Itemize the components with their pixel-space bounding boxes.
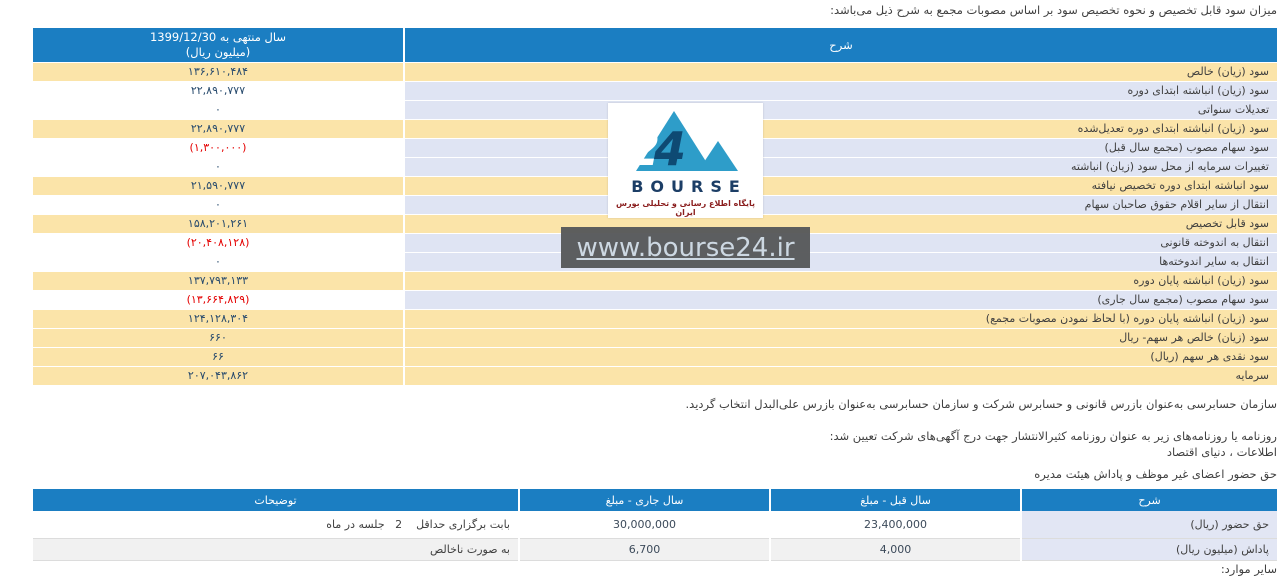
row-label: سود (زیان) خالص [405,63,1277,81]
bourse24-url-text: www.bourse24.ir [576,232,795,263]
row-label: انتقال به سایر اندوخته‌ها [405,253,1277,271]
row-prev-amount: 23,400,000 [771,511,1020,539]
row-label: تعدیلات سنواتی [405,101,1277,119]
row-value: ۰ [33,253,403,271]
board-header-current-year: سال جاری - مبلغ [520,489,769,511]
row-label: سرمایه [405,367,1277,385]
row-label: حق حضور (ریال) [1022,511,1277,539]
allocation-table-row [33,348,1277,366]
row-label: سود انباشته ابتدای دوره تخصیص نیافته [405,177,1277,195]
row-value: ۶۶ [33,348,403,366]
row-value: ۶۶۰ [33,329,403,347]
row-label: سود (زیان) خالص هر سهم- ریال [405,329,1277,347]
row-label: سود سهام مصوب (مجمع سال جاری) [405,291,1277,309]
row-value: ۱۳۷,۷۹۳,۱۳۳ [33,272,403,290]
row-label: سود سهام مصوب (مجمع سال قبل) [405,139,1277,157]
allocation-table-row [33,272,1277,290]
auditor-note: سازمان حسابرسی به‌عنوان بازرس قانونی و حسابرس شرکت و سازمان حسابرسی به‌عنوان بازرس علی‌البدل انتخاب گردید. [685,397,1277,411]
row-value: ۱۳۶,۶۱۰,۴۸۴ [33,63,403,81]
board-compensation-heading: حق حضور اعضای غیر موظف و پاداش هیئت مدیره [1034,467,1277,481]
bourse-tagline: پایگاه اطلاع رسانی و تحلیلی بورس ایران [615,199,755,217]
row-value: ۱۵۸,۲۰۱,۲۶۱ [33,215,403,233]
row-label: سود قابل تخصیص [405,215,1277,233]
row-value: ۲۰۷,۰۴۳,۸۶۲ [33,367,403,385]
row-value: ۲۲,۸۹۰,۷۷۷ [33,82,403,100]
newspaper-note [830,428,1277,460]
row-label: سود (زیان) انباشته پایان دوره [405,272,1277,290]
board-table-row [33,511,1277,539]
board-header-prev-year: سال قبل - مبلغ [771,489,1020,511]
row-label: سود (زیان) انباشته پایان دوره (با لحاظ نمودن مصوبات مجمع) [405,310,1277,328]
board-header-notes: توضیحات [33,489,518,511]
header-period [33,28,403,62]
newspaper-note-line2: اطلاعات ، دنیای اقتصاد [1166,445,1277,459]
bourse24-url-watermark [561,227,810,268]
header-description: شرح [405,28,1277,62]
bourse24-logo-icon [630,109,742,175]
header-period-line1: سال منتهی به 1399/12/30 [149,30,287,44]
row-value: (۲۰,۴۰۸,۱۲۸) [33,234,403,252]
bourse24-logo-watermark [608,103,763,218]
row-value: (۱۳,۶۶۴,۸۲۹) [33,291,403,309]
row-value: ۲۱,۵۹۰,۷۷۷ [33,177,403,195]
board-table-header [33,489,1277,511]
row-value: ۲۲,۸۹۰,۷۷۷ [33,120,403,138]
row-label: انتقال از سایر اقلام حقوق صاحبان سهام [405,196,1277,214]
svg-text:4: 4 [653,122,686,175]
row-label: سود (زیان) انباشته ابتدای دوره [405,82,1277,100]
row-label: سود نقدی هر سهم (ریال) [405,348,1277,366]
board-table [33,489,1277,561]
allocation-table-row [33,310,1277,328]
row-label: تغییرات سرمایه از محل سود (زیان) انباشته [405,158,1277,176]
row-note: به صورت ناخالص [33,539,518,561]
svg-text:2: 2 [629,122,660,175]
header-period-line2: (میلیون ریال) [185,45,251,59]
allocation-table-row [33,63,1277,81]
row-label: انتقال به اندوخته قانونی [405,234,1277,252]
board-table-body [33,511,1277,561]
bourse-brand-text: BOURSE [631,177,747,196]
row-value: ۱۲۴,۱۲۸,۳۰۴ [33,310,403,328]
board-header-description: شرح [1022,489,1277,511]
row-label: سود (زیان) انباشته ابتدای دوره تعدیل‌شده [405,120,1277,138]
other-items-label: سایر موارد: [1220,562,1277,576]
board-table-row [33,539,1277,561]
row-value: ۰ [33,101,403,119]
newspaper-note-line1: روزنامه یا روزنامه‌های زیر به عنوان روزنامه کثیرالانتشار جهت درج آگهی‌های شرکت تعیین شد: [829,429,1277,443]
row-note: بابت برگزاری حداقل 2 جلسه در ماه [33,511,518,539]
row-value: ۰ [33,196,403,214]
row-value: ۰ [33,158,403,176]
row-prev-amount: 4,000 [771,539,1020,561]
allocation-table-row [33,329,1277,347]
row-value: (۱,۳۰۰,۰۰۰) [33,139,403,157]
allocation-table-row [33,291,1277,309]
page-intro-text: میزان سود قابل تخصیص و نحوه تخصیص سود بر اساس مصوبات مجمع به شرح ذیل می‌باشد: [830,3,1277,17]
allocation-table-row [33,82,1277,100]
row-current-amount: 30,000,000 [520,511,769,539]
row-current-amount: 6,700 [520,539,769,561]
allocation-table-row [33,367,1277,385]
allocation-table-header [33,28,1277,62]
row-label: پاداش (میلیون ریال) [1022,539,1277,561]
